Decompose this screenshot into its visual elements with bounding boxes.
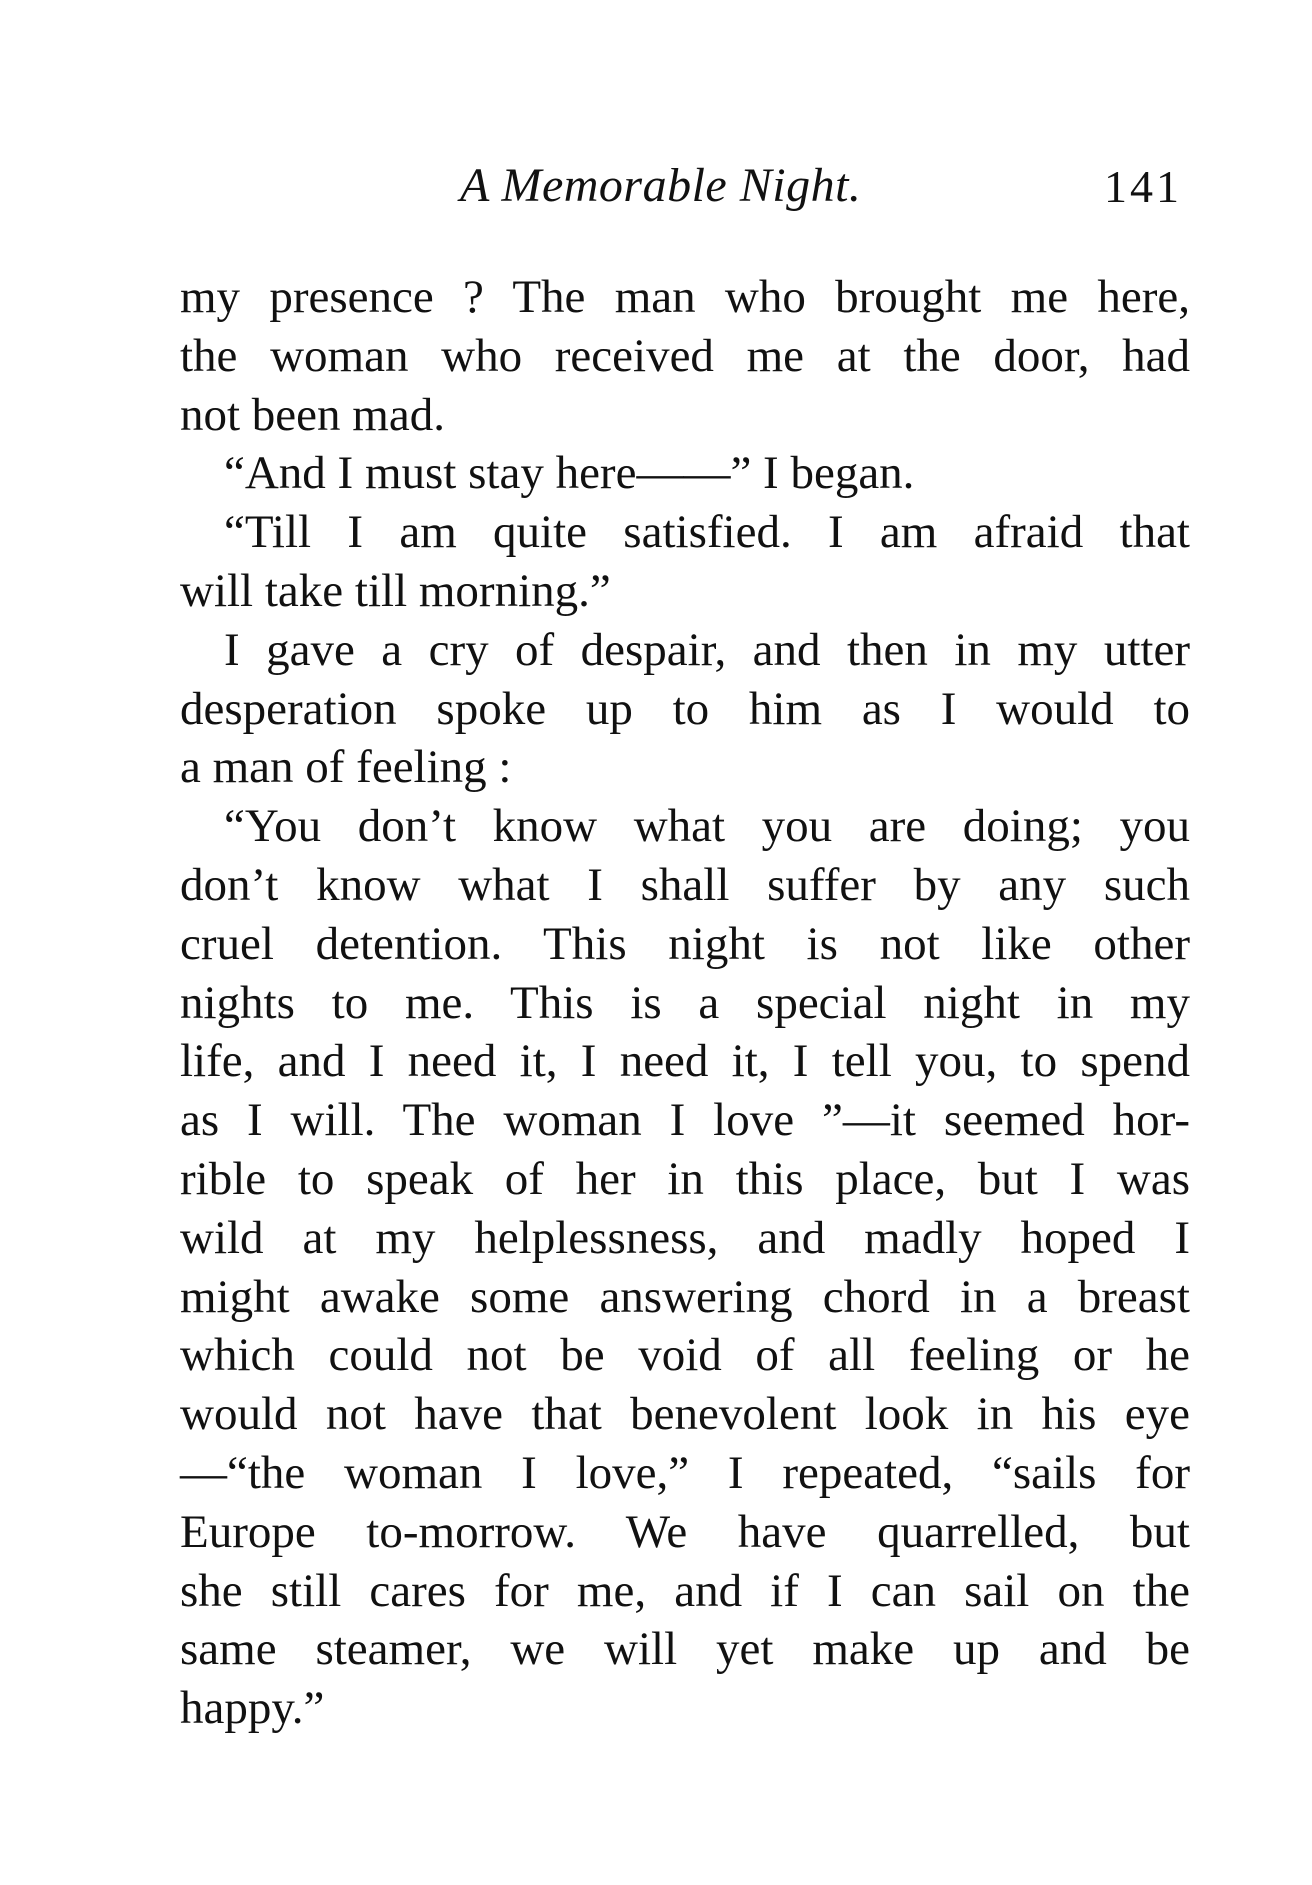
- text-line: she still cares for me, and if I can sail on the: [180, 1564, 1190, 1617]
- text-line: as I will. The woman I love ”—it seemed hor-: [180, 1094, 1190, 1147]
- running-title: A Memorable Night.: [460, 159, 862, 212]
- text-line: might awake some answering chord in a breast: [180, 1270, 1190, 1323]
- page-header: [180, 158, 1190, 228]
- text-line: cruel detention. This night is not like other: [180, 917, 1190, 970]
- text-line: “Till I am quite satisfied. I am afraid that: [224, 506, 1190, 559]
- text-line: “You don’t know what you are doing; you: [224, 800, 1190, 853]
- text-line: will take till morning.”: [180, 564, 611, 617]
- text-line: a man of feeling :: [180, 741, 512, 794]
- text-line: same steamer, we will yet make up and be: [180, 1623, 1190, 1676]
- body-text: [180, 268, 1190, 1738]
- text-line: nights to me. This is a special night in my: [180, 976, 1190, 1029]
- text-line: which could not be void of all feeling or he: [180, 1329, 1190, 1382]
- text-line: don’t know what I shall suffer by any such: [180, 858, 1190, 911]
- text-line: happy.”: [180, 1682, 325, 1735]
- text-line: Europe to-morrow. We have quarrelled, but: [180, 1505, 1190, 1558]
- text-line: “And I must stay here——” I began.: [224, 447, 915, 500]
- page-number: 141: [1104, 161, 1182, 212]
- text-line: my presence ? The man who brought me here,: [180, 271, 1190, 323]
- text-line: the woman who received me at the door, had: [180, 329, 1190, 382]
- text-line: life, and I need it, I need it, I tell you, to spend: [180, 1035, 1190, 1088]
- text-line: would not have that benevolent look in his eye: [180, 1388, 1190, 1441]
- text-line: rible to speak of her in this place, but I was: [180, 1152, 1190, 1205]
- text-line: wild at my helplessness, and madly hoped I: [180, 1211, 1190, 1264]
- text-line: not been mad.: [180, 388, 445, 441]
- text-line: desperation spoke up to him as I would to: [180, 682, 1190, 735]
- text-line: I gave a cry of despair, and then in my utter: [224, 623, 1190, 676]
- text-line: —“the woman I love,” I repeated, “sails for: [180, 1446, 1190, 1499]
